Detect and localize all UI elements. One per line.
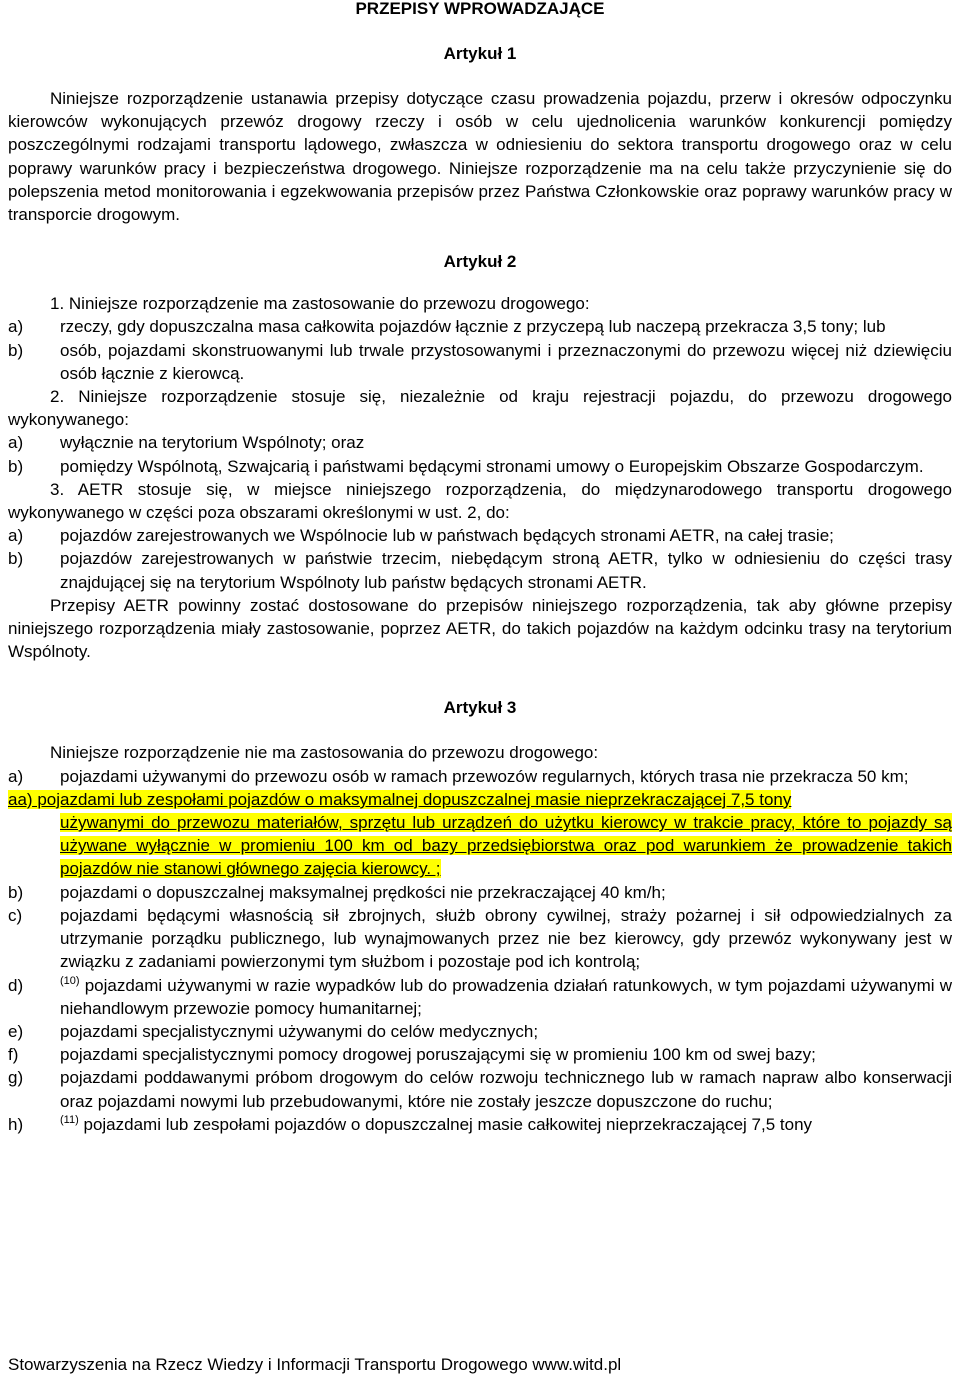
document-page <box>8 0 952 1136</box>
list-item-label: g) <box>8 1068 24 1088</box>
list-item-label: f) <box>8 1045 19 1065</box>
list-item-text: pojazdami o dopuszczalnej maksymalnej prędkości nie przekraczającej 40 km/h; <box>60 882 666 902</box>
list-item <box>8 1020 952 1043</box>
list-item-text: pojazdów zarejestrowanych w państwie trzecim, niebędącym stroną AETR, tylko w odniesieniu do części trasy znajdującej się na terytorium Wspólnoty lub państw będących stronami AETR. <box>60 549 952 592</box>
list-item-label: b) <box>8 456 24 476</box>
list-item <box>8 455 952 478</box>
list-item-label: e) <box>8 1021 24 1041</box>
list-item <box>8 881 952 904</box>
list-item-label: a) <box>8 317 24 337</box>
list-item-label: h) <box>8 1114 24 1134</box>
list-item <box>8 904 952 974</box>
footnote-marker: (11) <box>60 1113 79 1126</box>
highlighted-amendment <box>8 788 952 881</box>
article-1-paragraph: Niniejsze rozporządzenie ustanawia przepisy dotyczące czasu prowadzenia pojazdu, przerw i okresów odpoczynku kierowców wykonujących przewóz drogowy rzeczy i osób w celu ujednolicenia warunków konkurencji pomiędzy poszczególnymi rodzajami transportu lądowego, zwłaszcza w odniesieniu do sektora transportu drogowego oraz w celu poprawy warunków pracy i bezpieczeństwa drogowego. Niniejsze rozporządzenie ma na celu także przyczynienie się do polepszenia metod monitorowania i egzekwowania przepisów przez Państwa Członkowskie oraz poprawy warunków pracy w transporcie drogowym. <box>8 89 952 225</box>
list-item-text: pojazdami specjalistycznymi używanymi do celów medycznych; <box>60 1021 539 1041</box>
list-item-label: a) <box>8 766 24 786</box>
list-item <box>8 339 952 385</box>
list-item-label: b) <box>8 882 24 902</box>
list-item-text: pojazdami specjalistycznymi pomocy drogowej poruszającymi się w promieniu 100 km od swej bazy; <box>60 1045 816 1065</box>
amendment-text: używanymi do przewozu materiałów, sprzętu lub urządzeń do użytku kierowcy w trakcie pracy, które to pojazdy są używane wyłącznie w promieniu 100 km od bazy przedsiębiorstwa oraz pod warunkiem że prowadzenie takich pojazdów nie stanowi głównego zajęcia kierowcy. ; <box>60 813 952 879</box>
list-item <box>8 1066 952 1112</box>
list-item-label: d) <box>8 975 24 995</box>
list-item-label: a) <box>8 433 24 453</box>
article-3-heading: Artykuł 3 <box>443 698 517 718</box>
article-2-paragraph-3: 3. AETR stosuje się, w miejsce niniejszego rozporządzenia, do międzynarodowego transportu drogowego wykonywanego w części poza obszarami określonymi w ust. 2, do: <box>8 479 952 523</box>
list-item <box>8 765 952 788</box>
list-item-text: pojazdami lub zespołami pojazdów o dopuszczalnej masie całkowitej nieprzekraczającej 7,5 tony <box>83 1114 813 1134</box>
list-item-text: pojazdami używanymi do przewozu osób w ramach przewozów regularnych, których trasa nie przekracza 50 km; <box>60 766 909 786</box>
list-item-text: pojazdów zarejestrowanych we Wspólnocie lub w państwach będących stronami AETR, na całej trasie; <box>60 526 834 546</box>
list-item-text: rzeczy, gdy dopuszczalna masa całkowita pojazdów łącznie z przyczepą lub naczepą przekracza 3,5 tony; lub <box>60 317 886 337</box>
list-item-text: pomiędzy Wspólnotą, Szwajcarią i państwami będącymi stronami umowy o Europejskim Obszarze Gospodarczym. <box>60 456 924 476</box>
list-item <box>8 1043 952 1066</box>
article-2-heading: Artykuł 2 <box>443 252 517 272</box>
article-2-paragraph-4: Przepisy AETR powinny zostać dostosowane do przepisów niniejszego rozporządzenia, tak aby główne przepisy niniejszego rozporządzenia miały zastosowanie, poprzez AETR, do takich pojazdów na każdym odcinku trasy na terytorium Wspólnoty. <box>8 595 952 662</box>
list-item-text: pojazdami będącymi własnością sił zbrojnych, służb obrony cywilnej, straży pożarnej i sił odpowiedzialnych za utrzymanie porządku publicznego, lub wynajmowanych przez nie bez kierowcy, gdy przewóz wykonywany jest w związku z zadaniami powierzonymi tym służbom i pozostaje pod ich kontrolą; <box>60 905 952 972</box>
list-item <box>8 1113 952 1136</box>
list-item <box>8 431 952 454</box>
list-item-label: b) <box>8 340 24 360</box>
list-item-text: osób, pojazdami skonstruowanymi lub trwale przystosowanymi i przeznaczonymi do przewozu więcej niż dziewięciu osób łącznie z kierowcą. <box>60 340 952 383</box>
document-title: PRZEPISY WPROWADZAJĄCE <box>355 0 605 18</box>
list-item-label: a) <box>8 526 24 546</box>
article-3-intro: Niniejsze rozporządzenie nie ma zastosowania do przewozu drogowego: <box>50 743 599 763</box>
list-item-text: pojazdami poddawanymi próbom drogowym do celów rozwoju technicznego lub w ramach napraw albo konserwacji oraz pojazdami nowymi lub przebudowanymi, które nie zostały jeszcze dopuszczone do ruchu; <box>60 1068 952 1111</box>
footnote-marker: (10) <box>60 974 80 987</box>
list-item <box>8 524 952 547</box>
list-item-text: pojazdami używanymi w razie wypadków lub do prowadzenia działań ratunkowych, w tym pojazdami używanymi w niehandlowym przewozie pomocy humanitarnej; <box>60 975 952 1018</box>
list-item-label: c) <box>8 905 23 925</box>
list-item <box>8 974 952 1020</box>
list-item <box>8 315 952 338</box>
list-item-label: b) <box>8 549 24 569</box>
article-1-heading: Artykuł 1 <box>443 44 517 63</box>
amendment-label: aa) <box>8 789 33 809</box>
list-item <box>8 547 952 593</box>
list-item-text: wyłącznie na terytorium Wspólnoty; oraz <box>60 433 365 453</box>
amendment-first-line: pojazdami lub zespołami pojazdów o maksymalnej dopuszczalnej masie nieprzekraczającej 7,5 tony <box>37 789 792 809</box>
page-footer: Stowarzyszenia na Rzecz Wiedzy i Informacji Transportu Drogowego www.witd.pl <box>8 1355 622 1374</box>
article-2-paragraph-2: 2. Niniejsze rozporządzenie stosuje się, niezależnie od kraju rejestracji pojazdu, do przewozu drogowego wykonywanego: <box>8 387 952 430</box>
article-2-paragraph-1: 1. Niniejsze rozporządzenie ma zastosowanie do przewozu drogowego: <box>50 294 590 314</box>
